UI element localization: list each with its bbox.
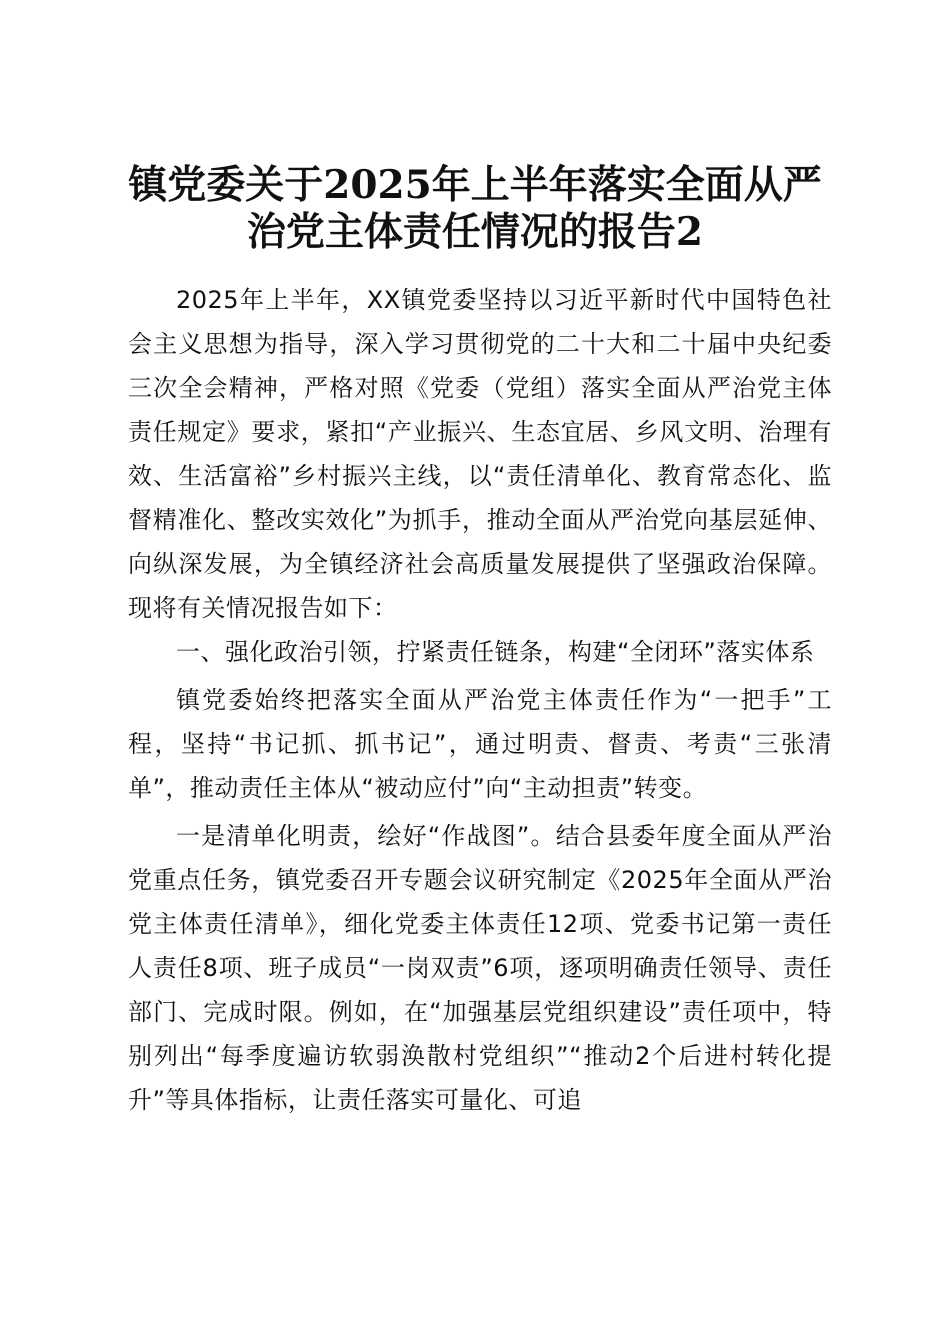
paragraph-item-1: 一是清单化明责，绘好“作战图”。结合县委年度全面从严治党重点任务，镇党委召开专题会议研究制定《2025年全面从严治党主体责任清单》，细化党委主体责任12项、党委书记第一责任人责任8项、班子成员“一岗双责”6项，逐项明确责任领导、责任部门、完成时限。例如，在“加强基层党组织建设”责任项中，特别列出“每季度遍访软弱涣散村党组织”“推动2个后进村转化提升”等具体指标，让责任落实可量化、可追 [128, 822, 832, 1114]
document-title: 镇党委关于2025年上半年落实全面从严治党主体责任情况的报告2 [128, 162, 822, 255]
paragraph-section-1: 镇党委始终把落实全面从严治党主体责任作为“一把手”工程，坚持“书记抓、抓书记”，通过明责、督责、考责“三张清单”，推动责任主体从“被动应付”向“主动担责”转变。 [128, 686, 832, 802]
document-body [128, 278, 832, 1122]
section-heading-1: 一、强化政治引领，拧紧责任链条，构建“全闭环”落实体系 [176, 638, 815, 666]
paragraph-intro: 2025年上半年，XX镇党委坚持以习近平新时代中国特色社会主义思想为指导，深入学习贯彻党的二十大和二十届中央纪委三次全会精神，严格对照《党委（党组）落实全面从严治党主体责任规定》要求，紧扣“产业振兴、生态宜居、乡风文明、治理有效、生活富裕”乡村振兴主线，以“责任清单化、教育常态化、监督精准化、整改实效化”为抓手，推动全面从严治党向基层延伸、向纵深发展，为全镇经济社会高质量发展提供了坚强政治保障。现将有关情况报告如下： [128, 286, 832, 622]
